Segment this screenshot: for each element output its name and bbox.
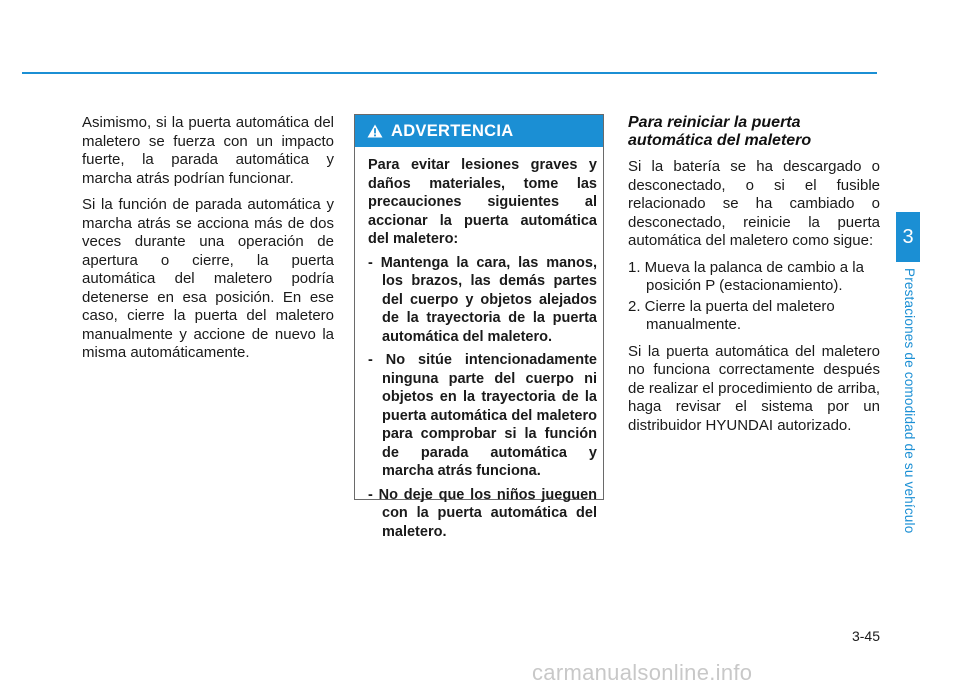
warning-list: [368, 254, 597, 542]
paragraph: Si la función de parada automática y marcha atrás se acciona más de dos veces durante una operación de apertura o cierre, la puerta automática del maletero podría detenerse en esa posición. En ese caso, cierre la puerta del maletero manualmente y accione de nuevo la misma automáticamente.: [82, 196, 334, 361]
warning-item: - No deje que los niños jueguen con la puerta automática del maletero.: [368, 486, 597, 540]
warning-title: ADVERTENCIA: [391, 121, 514, 140]
step-item: 2. Cierre la puerta del maletero manualmente.: [628, 297, 835, 333]
warning-body: [355, 147, 603, 541]
left-column: [82, 114, 334, 371]
section-outro: Si la puerta automática del maletero no funciona correctamente después de realizar el procedimiento de arriba, haga revisar el sistema por un distribuidor HYUNDAI autorizado.: [628, 342, 880, 434]
right-column: [628, 114, 880, 443]
section-intro: Si la batería se ha descargado o desconectado, o si el fusible relacionado se ha cambiado o desconectado, reinicie la puerta automática del maletero como sigue:: [628, 158, 880, 249]
warning-header: [355, 115, 603, 147]
paragraph: Asimismo, si la puerta automática del maletero se fuerza con un impacto fuerte, la parada automática y marcha atrás podrían funcionar.: [82, 114, 334, 187]
step-item: 1. Mueva la palanca de cambio a la posición P (estacionamiento).: [628, 258, 864, 294]
warning-item: - No sitúe intencionadamente ninguna parte del cuerpo ni objetos en la trayectoria de la puerta automática del maletero para comprobar si la función de parada automática y marcha atrás funciona.: [368, 352, 597, 479]
warning-box: [354, 114, 604, 540]
steps-list: [628, 259, 880, 335]
header-rule: [22, 72, 877, 74]
watermark: carmanualsonline.info: [532, 660, 753, 685]
chapter-tab: 3: [896, 212, 920, 262]
section-title: Para reiniciar la puerta automática del maletero: [628, 114, 812, 149]
warning-item: - Mantenga la cara, las manos, los brazos, las demás partes del cuerpo y objetos alejados de la trayectoria de la puerta automática del maletero.: [368, 254, 597, 345]
chapter-title: Prestaciones de comodidad de su vehículo: [902, 268, 917, 534]
warning-intro: Para evitar lesiones graves y daños materiales, tome las precauciones siguientes al accionar la puerta automática del maletero:: [368, 157, 597, 247]
page-number: 3-45: [851, 628, 880, 644]
warning-triangle-icon: [367, 124, 383, 138]
